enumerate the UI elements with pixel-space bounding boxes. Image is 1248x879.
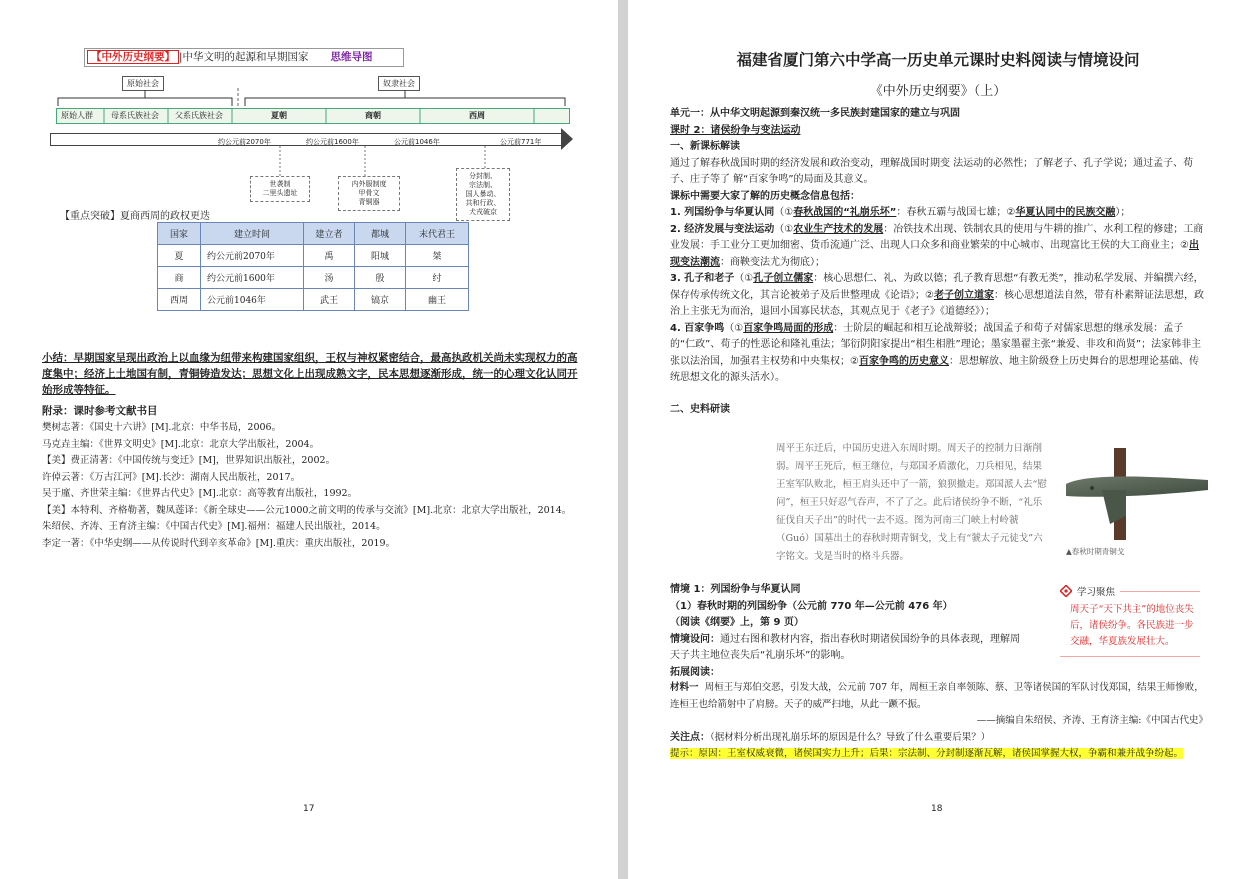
focus-point-label: 关注点： bbox=[670, 731, 710, 743]
page-title: 福建省厦门第六中学高一历史单元课时史料阅读与情境设问 bbox=[736, 51, 1140, 69]
concept-text: ：士阶层的崛起和相互论战辩驳；战国孟子和荀子对儒家思想的继承发展：孟子的“仁政”、荀子的性恶论和隆礼重法；邹衍阴阳家提出“相生相胜”理论；墨家墨翟主张“兼爱、非攻和尚贤”；法家韩非主张以法治国，加强君主权势和中央集权；② bbox=[670, 322, 1202, 367]
question-text: 通过右图和教材内容，指出春秋时期诸侯国纷争的具体表现，理解周天子共主地位丧失后“礼崩乐坏”的影响。 bbox=[670, 633, 1020, 661]
th-last-ruler: 末代君王 bbox=[406, 223, 469, 245]
focus-text: 周天子“天下共主”的地位丧失后，诸侯纷争。各民族进一步交融，华夏族发展壮大。 bbox=[1070, 604, 1194, 647]
material-label: 材料一 bbox=[670, 682, 699, 693]
table-cell: 殷 bbox=[355, 267, 406, 289]
table-cell: 汤 bbox=[304, 267, 355, 289]
table-row bbox=[158, 245, 469, 267]
extended-reading-label: 拓展阅读： bbox=[670, 666, 720, 678]
table-cell: 幽王 bbox=[406, 289, 469, 311]
scenario-1-block bbox=[670, 582, 1020, 681]
table-header-row bbox=[158, 223, 469, 245]
table-row bbox=[158, 267, 469, 289]
reference-item: 马克垚主编：《世界文明史》[M].北京：北京大学出版社，2004。 bbox=[42, 438, 320, 450]
date-shang: 约公元前1600年 bbox=[306, 138, 359, 146]
hint-block bbox=[670, 746, 1208, 763]
concept-2 bbox=[670, 222, 1208, 272]
material-1 bbox=[670, 680, 1208, 713]
focus-rule bbox=[1120, 591, 1200, 592]
table-row bbox=[158, 289, 469, 311]
reference-item: 朱绍侯、齐涛、王育济主编：《中国古代史》[M].福州：福建人民出版社，2014。 bbox=[42, 521, 386, 532]
page-subtitle: 《中外历史纲要》（上） bbox=[869, 84, 1007, 99]
learning-focus-title bbox=[1060, 584, 1200, 598]
learning-focus-box bbox=[1060, 584, 1200, 657]
concept-key: 出现变法潮流 bbox=[670, 240, 1199, 268]
scenario-1-reading: （阅读《纲要》上，第 9 页） bbox=[670, 617, 804, 628]
seg-matrilineal: 母系氏族社会 bbox=[111, 111, 159, 120]
material-source: ——摘编自朱绍侯、齐涛、王育济主编:《中国古代史》 bbox=[976, 715, 1208, 726]
table-cell: 武王 bbox=[304, 289, 355, 311]
intro-block bbox=[670, 106, 1208, 387]
timeline-ticks bbox=[56, 108, 568, 124]
table-cell: 约公元前2070年 bbox=[201, 245, 304, 267]
concept-3-title: 3. 孔子和老子 bbox=[670, 273, 735, 284]
page-gutter bbox=[618, 0, 628, 879]
seg-patrilineal: 父系氏族社会 bbox=[175, 111, 223, 120]
document-page-right bbox=[628, 0, 1248, 879]
image-caption: ▲春秋时期青铜戈 bbox=[1066, 547, 1125, 556]
concept-3 bbox=[670, 271, 1208, 321]
table-cell: 夏 bbox=[158, 245, 201, 267]
reference-item: 【美】费正清著：《中国传统与变迁》[M]，世界知识出版社，2002。 bbox=[42, 455, 336, 466]
timeline-arrow-head bbox=[561, 128, 573, 150]
concept-text: ：核心思想仁、礼、为政以德；孔子教育思想“有教无类”，推动私学发展、并编撰六经，保存传承传统文化，其言论被弟子及后世整理成《论语》；② bbox=[670, 273, 1204, 301]
summary-paragraph: 小结：早期国家呈现出政治上以血缘为纽带来构建国家组织，王权与神权紧密结合，最高执政机关尚未实现权力的高度集中；经济上土地国有制，青铜铸造发达；思想文化上出现成熟文字，民本思想逐渐形成，统一的心理文化认同开始形成等特征。 bbox=[42, 352, 578, 396]
era-primitive: 原始社会 bbox=[122, 76, 164, 91]
references-title: 附录：课时参考文献书目 bbox=[42, 405, 158, 417]
note-shang: 内外服制度 甲骨文 青铜器 bbox=[338, 176, 400, 211]
table-cell: 禹 bbox=[304, 245, 355, 267]
seg-shang: 商朝 bbox=[365, 111, 381, 120]
regime-table bbox=[157, 222, 469, 311]
mindmap-header bbox=[84, 48, 404, 67]
concept-1 bbox=[670, 205, 1208, 222]
table-cell: 纣 bbox=[406, 267, 469, 289]
lesson-line: 课时 2：诸侯纷争与变法运动 bbox=[670, 124, 801, 136]
concept-text: ：思想解放、地主阶级登上历史舞台的思想理论基础、传统思想文化的源头活水）。 bbox=[670, 355, 1199, 383]
concept-text: ：春秋五霸与战国七雄；② bbox=[896, 207, 1016, 218]
table-cell: 公元前1046年 bbox=[201, 289, 304, 311]
date-xia: 约公元前2070年 bbox=[218, 138, 271, 146]
scenario-1-title: 情境 1：列国纷争与华夏认同 bbox=[670, 584, 801, 595]
concept-4-title: 4. 百家争鸣 bbox=[670, 322, 725, 334]
source-quote: 周平王东迁后，中国历史进入东周时期。周天子的控制力日渐削弱。周平王死后，桓王继位，与郑国矛盾激化，刀兵相见，结果王室军队败北，桓王肩头还中了一箭，狼狈撤走。郑国派人去“慰问”，桓王只好忍气吞声，不了了之。此后诸侯纷争不断，“礼乐征伐自天子出”的时代一去不返。图为河南三门峡上村岭虢（Guó）国墓出土的春秋时期青铜戈，戈上有“虢太子元徒戈”六字铭文。戈是当时的格斗兵器。 bbox=[776, 443, 1047, 562]
material-block bbox=[670, 680, 1208, 763]
section-2-heading: 二、史料研读 bbox=[670, 404, 730, 415]
concepts-intro: 课标中需要大家了解的历史概念信息包括： bbox=[670, 190, 860, 202]
note-xia: 世袭制 二里头遗址 bbox=[250, 176, 310, 202]
reference-item: 【美】本特利、齐格勒著，魏凤莲译：《新全球史——公元1000之前文明的传承与交流》[M].北京：北京大学出版社，2014。 bbox=[42, 504, 572, 516]
date-zhou: 公元前1046年 bbox=[394, 138, 440, 146]
header-tag: 【中外历史纲要】 bbox=[87, 50, 179, 64]
table-cell: 桀 bbox=[406, 245, 469, 267]
concept-text: ：冶铁技术出现、铁制农具的使用与牛耕的推广、水利工程的修建；工商业发展：手工业分工更加细密、货币流通广泛、出现人口众多和商业繁荣的中心城市、出现富比王侯的大工商业主；② bbox=[670, 223, 1204, 251]
concept-key: 百家争鸣的历史意义 bbox=[858, 355, 949, 367]
scenario-1-subtitle: （1）春秋时期的列国纷争（公元前 770 年—公元前 476 年） bbox=[670, 600, 953, 612]
seg-primitive-group: 原始人群 bbox=[61, 111, 93, 120]
section-1-heading: 一、新课标解读 bbox=[670, 141, 740, 152]
concept-key: 老子创立道家 bbox=[933, 289, 994, 301]
document-page-left bbox=[0, 0, 618, 879]
concept-1-title: 1. 列国纷争与华夏认同 bbox=[670, 207, 775, 218]
reference-item: 樊树志著：《国史十六讲》[M].北京：中华书局，2006。 bbox=[42, 422, 282, 433]
table-cell: 西周 bbox=[158, 289, 201, 311]
th-founder: 建立者 bbox=[304, 223, 355, 245]
th-founded: 建立时间 bbox=[201, 223, 304, 245]
scenario-1-question bbox=[670, 632, 1020, 665]
concept-4 bbox=[670, 321, 1208, 387]
concept-text: ：商鞅变法尤为彻底）； bbox=[720, 256, 825, 268]
references-section bbox=[42, 403, 582, 552]
reference-item: 李定一著：《中华史纲——从传说时代到辛亥革命》[M].重庆：重庆出版社，2019。 bbox=[42, 537, 396, 549]
table-cell: 约公元前1600年 bbox=[201, 267, 304, 289]
th-state: 国家 bbox=[158, 223, 201, 245]
focus-point bbox=[670, 730, 1208, 747]
date-end: 公元前771年 bbox=[500, 138, 542, 146]
concept-text: ：核心思想道法自然，带有朴素辩证法思想，政治上主张无为而治，退回小国寡民状态，其观点见于《老子》《道德经》）； bbox=[670, 289, 1204, 317]
bronze-ge-image bbox=[1062, 446, 1212, 546]
concept-text: （① bbox=[734, 273, 754, 284]
focus-rule-bottom bbox=[1060, 656, 1200, 657]
reference-item: 吴于廑、齐世荣主编：《世界古代史》[M].北京：高等教育出版社，1992。 bbox=[42, 488, 358, 499]
era-slave: 奴隶社会 bbox=[378, 76, 420, 91]
page-number-left: 17 bbox=[303, 804, 315, 814]
section-1-text: 通过了解春秋战国时期的经济发展和政治变动，理解战国时期变 法运动的必然性；了解老子、孔子学说；通过孟子、荀子、庄子等了 解“百家争鸣”的局面及其意义。 bbox=[670, 157, 1194, 185]
page-number-right: 18 bbox=[931, 804, 943, 814]
concept-text: （① bbox=[774, 223, 794, 235]
focus-diamond-icon bbox=[1060, 585, 1072, 597]
seg-western-zhou: 西周 bbox=[469, 111, 485, 120]
hint-text: 提示：原因：王室权威衰微，诸侯国实力上升；后果：宗法制、分封制逐渐瓦解，诸侯国掌握大权，争霸和兼并战争纷起。 bbox=[670, 748, 1184, 759]
focus-title-text: 学习聚焦 bbox=[1077, 587, 1116, 598]
concept-2-title: 2. 经济发展与变法运动 bbox=[670, 223, 775, 235]
unit-line: 单元一：从中华文明起源到秦汉统一多民族封建国家的建立与巩固 bbox=[670, 108, 960, 119]
reference-item: 许倬云著：《万古江河》[M].长沙：湖南人民出版社，2017。 bbox=[42, 471, 301, 483]
concept-key: 农业生产技术的发展 bbox=[793, 223, 884, 235]
concept-key: 孔子创立儒家 bbox=[753, 273, 814, 284]
concept-key: 华夏认同中的民族交融 bbox=[1015, 207, 1116, 218]
concept-text: （① bbox=[774, 207, 794, 218]
era-braces bbox=[50, 88, 570, 110]
focus-point-text: （据材料分析出现礼崩乐坏的原因是什么？导致了什么重要后果？） bbox=[710, 731, 991, 743]
table-cell: 镐京 bbox=[355, 289, 406, 311]
header-badge: 思维导图 bbox=[330, 51, 373, 63]
material-text: 周桓王与郑伯交恶，引发大战，公元前 707 年，周桓王亲自率领陈、蔡、卫等诸侯国的军队讨伐郑国，结果王师惨败，连桓王也给箭射中了肩膀。天子的威严扫地，从此一蹶不振。 bbox=[670, 682, 1204, 710]
concept-key: 春秋战国的“礼崩乐坏” bbox=[793, 207, 897, 218]
th-capital: 都城 bbox=[355, 223, 406, 245]
concept-text: ）； bbox=[1115, 207, 1131, 218]
focus-heading: 【重点突破】夏商西周的政权更迭 bbox=[60, 211, 210, 222]
question-label: 情境设问： bbox=[670, 633, 720, 645]
note-zhou: 分封制、 宗法制、 国人暴动、 共和行政、 犬戎破京 bbox=[456, 168, 510, 221]
concept-key: 百家争鸣局面的形成 bbox=[743, 322, 834, 334]
header-title: |中华文明的起源和早期国家 bbox=[179, 51, 309, 63]
concept-text: （① bbox=[724, 322, 744, 334]
table-cell: 商 bbox=[158, 267, 201, 289]
seg-xia: 夏朝 bbox=[271, 111, 287, 120]
table-cell: 阳城 bbox=[355, 245, 406, 267]
